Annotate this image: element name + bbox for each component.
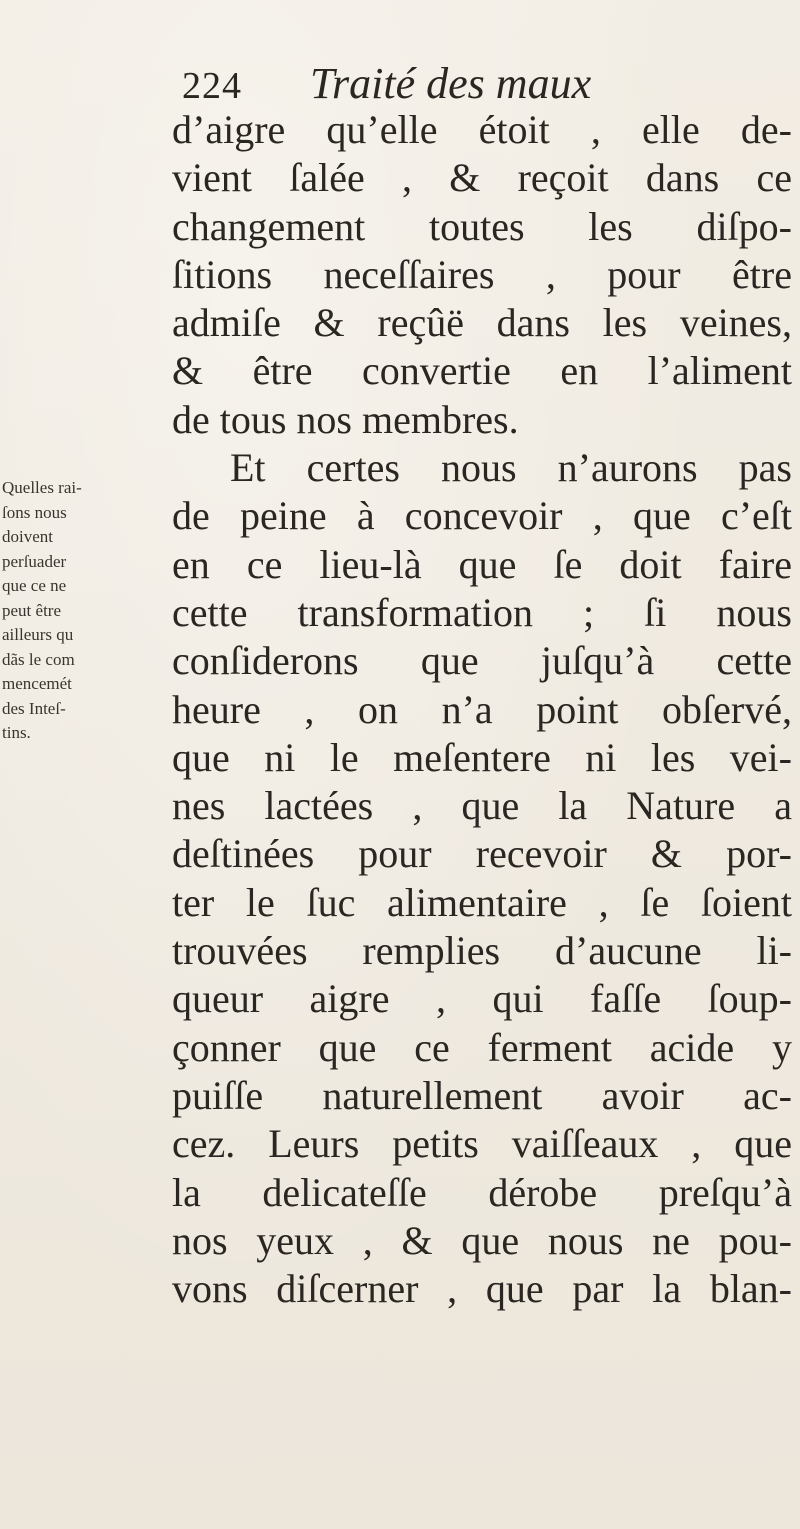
margin-note-line: ailleurs qu [2,625,74,644]
margin-note-line: mencemét [2,674,72,693]
margin-note-line: tins. [2,723,31,742]
text-line: changement toutes les diſpo- [172,203,792,249]
paragraph-start-line: Et certes nous n’aurons pas [230,445,792,491]
body-text [172,106,792,1313]
text-line: & être convertie en l’aliment [172,348,792,394]
margin-note-line: dãs le com [2,649,75,669]
text-line: nes lactées , que la Nature a [172,783,792,829]
margin-note-line: doivent [2,527,53,546]
text-line: de peine à concevoir , que c’eſt [172,493,792,539]
page-header [182,58,762,108]
margin-note-line: que ce ne [2,576,67,595]
text-line: d’aigre qu’elle étoit , elle de- [172,107,792,152]
text-line: ſitions neceſſaires , pour être [172,251,792,297]
text-line: ter le ſuc alimentaire , ſe ſoient [172,879,792,925]
text-line: heure , on n’a point obſervé, [172,686,792,732]
text-line: queur aigre , qui faſſe ſoup- [172,976,792,1022]
margin-note-line: peut être [2,600,61,620]
text-line: deſtinées pour recevoir & por- [172,831,792,877]
text-line: nos yeux , & que nous ne pou- [172,1217,792,1263]
margin-note-line: perſuader [2,551,67,571]
margin-note-line: Quelles rai- [2,478,82,497]
text-line: la delicateſſe dérobe preſqu’à [172,1169,792,1215]
text-line: puiſſe naturellement avoir ac- [172,1072,792,1118]
margin-note-line: ſons nous [2,502,67,522]
text-line: cez. Leurs petits vaiſſeaux , que [172,1121,792,1167]
text-line: admiſe & reçûë dans les veines, [172,300,792,346]
text-line: çonner que ce ferment acide y [172,1024,792,1070]
margin-note [2,476,152,746]
text-line: en ce lieu-là que ſe doit faire [172,541,792,587]
margin-note-line: des Inteſ- [2,698,66,718]
text-line: conſiderons que juſqu’à cette [172,638,792,684]
running-title: Traité des maux [310,59,592,108]
page-number: 224 [182,65,242,107]
text-line: trouvées remplies d’aucune li- [172,928,792,974]
text-line: vient ſalée , & reçoit dans ce [172,155,792,201]
text-line: que ni le meſentere ni les vei- [172,734,792,780]
text-line: cette transformation ; ſi nous [172,589,792,635]
text-line: vons diſcerner , que par la blan- [172,1266,792,1312]
text-line: de tous nos membres. [172,396,519,442]
